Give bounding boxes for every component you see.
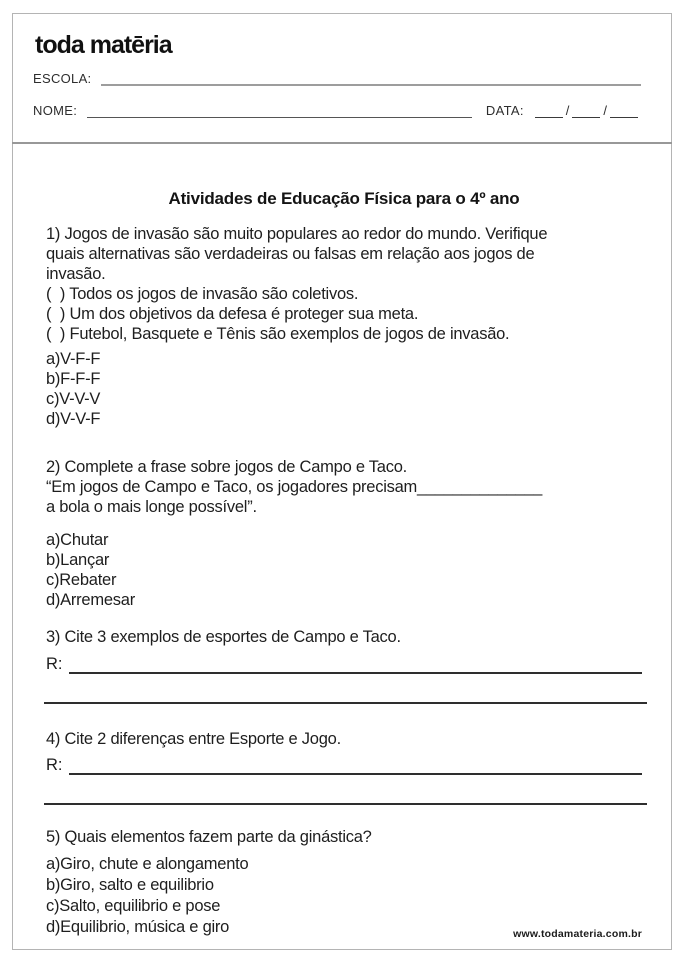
answer-blank-line: [44, 775, 647, 805]
worksheet-title: Atividades de Educação Física para o 4º ano: [168, 189, 520, 208]
option-item: c)Salto, equilibrio e pose: [46, 897, 221, 915]
data-field-group: [486, 104, 641, 118]
date-year-blank: [610, 104, 638, 118]
option-item: a)Chutar: [46, 531, 109, 549]
option-item: a)Giro, chute e alongamento: [46, 855, 249, 873]
date-day-blank: [535, 104, 563, 118]
option-item: c)V-V-V: [46, 390, 101, 408]
escola-blank-line: [101, 70, 641, 86]
question-2-quote-line: a bola o mais longe possível”.: [46, 498, 257, 516]
option-item: b)Lançar: [46, 551, 110, 569]
question-1-text-line: 1) Jogos de invasão são muito populares ao redor do mundo. Verifique: [46, 225, 548, 243]
option-item: d)V-V-F: [46, 410, 101, 428]
option-item: d)Arremesar: [46, 591, 135, 609]
question-4-answer-row: [46, 753, 642, 775]
option-item: a)V-F-F: [46, 350, 101, 368]
escola-field-row: [33, 70, 641, 86]
question-5-prompt: 5) Quais elementos fazem parte da ginástica?: [46, 828, 372, 846]
question-4: [46, 729, 642, 805]
question-5-options: [46, 854, 642, 938]
brand-logo: toda matēria: [35, 31, 172, 59]
question-3-answer-row: [46, 652, 642, 674]
question-5: [46, 827, 642, 938]
nome-field-row: [33, 102, 641, 118]
worksheet-body: [13, 144, 671, 938]
question-2-quote-line: “Em jogos de Campo e Taco, os jogadores precisam______________: [46, 478, 543, 496]
question-1-options: [46, 349, 642, 429]
option-item: b)F-F-F: [46, 370, 101, 388]
sheet-header: [13, 14, 671, 142]
question-3-prompt: 3) Cite 3 exemplos de esportes de Campo e Taco.: [46, 628, 401, 646]
answer-blank-line: [69, 755, 643, 775]
escola-label: ESCOLA:: [33, 71, 92, 86]
nome-blank-line: [87, 103, 472, 118]
option-item: c)Rebater: [46, 571, 117, 589]
question-4-prompt: 4) Cite 2 diferenças entre Esporte e Jogo.: [46, 730, 341, 748]
question-2-prompt: 2) Complete a frase sobre jogos de Campo e Taco.: [46, 458, 407, 476]
option-item: d)Equilibrio, música e giro: [46, 918, 230, 936]
question-2: [46, 457, 642, 610]
date-slash: /: [603, 103, 607, 118]
question-2-options: [46, 530, 642, 610]
true-false-item: ( ) Todos os jogos de invasão são coletivos.: [46, 285, 359, 303]
data-label: DATA:: [485, 103, 524, 118]
question-1: [46, 224, 642, 429]
true-false-item: ( ) Futebol, Basquete e Tênis são exemplos de jogos de invasão.: [46, 325, 510, 343]
option-item: b)Giro, salto e equilibrio: [46, 876, 214, 894]
answer-blank-line: [69, 654, 643, 674]
answer-label: R:: [46, 756, 63, 774]
nome-label: NOME:: [33, 103, 78, 118]
question-3: [46, 627, 642, 704]
question-1-text-line: quais alternativas são verdadeiras ou falsas em relação aos jogos de: [46, 245, 535, 263]
answer-label: R:: [46, 655, 63, 673]
date-month-blank: [572, 104, 600, 118]
question-1-text-line: invasão.: [46, 265, 106, 283]
true-false-item: ( ) Um dos objetivos da defesa é proteger sua meta.: [46, 305, 419, 323]
answer-blank-line: [44, 674, 647, 704]
worksheet-page: [12, 13, 672, 950]
footer-url: www.todamateria.com.br: [513, 928, 642, 940]
date-slash: /: [565, 103, 570, 118]
